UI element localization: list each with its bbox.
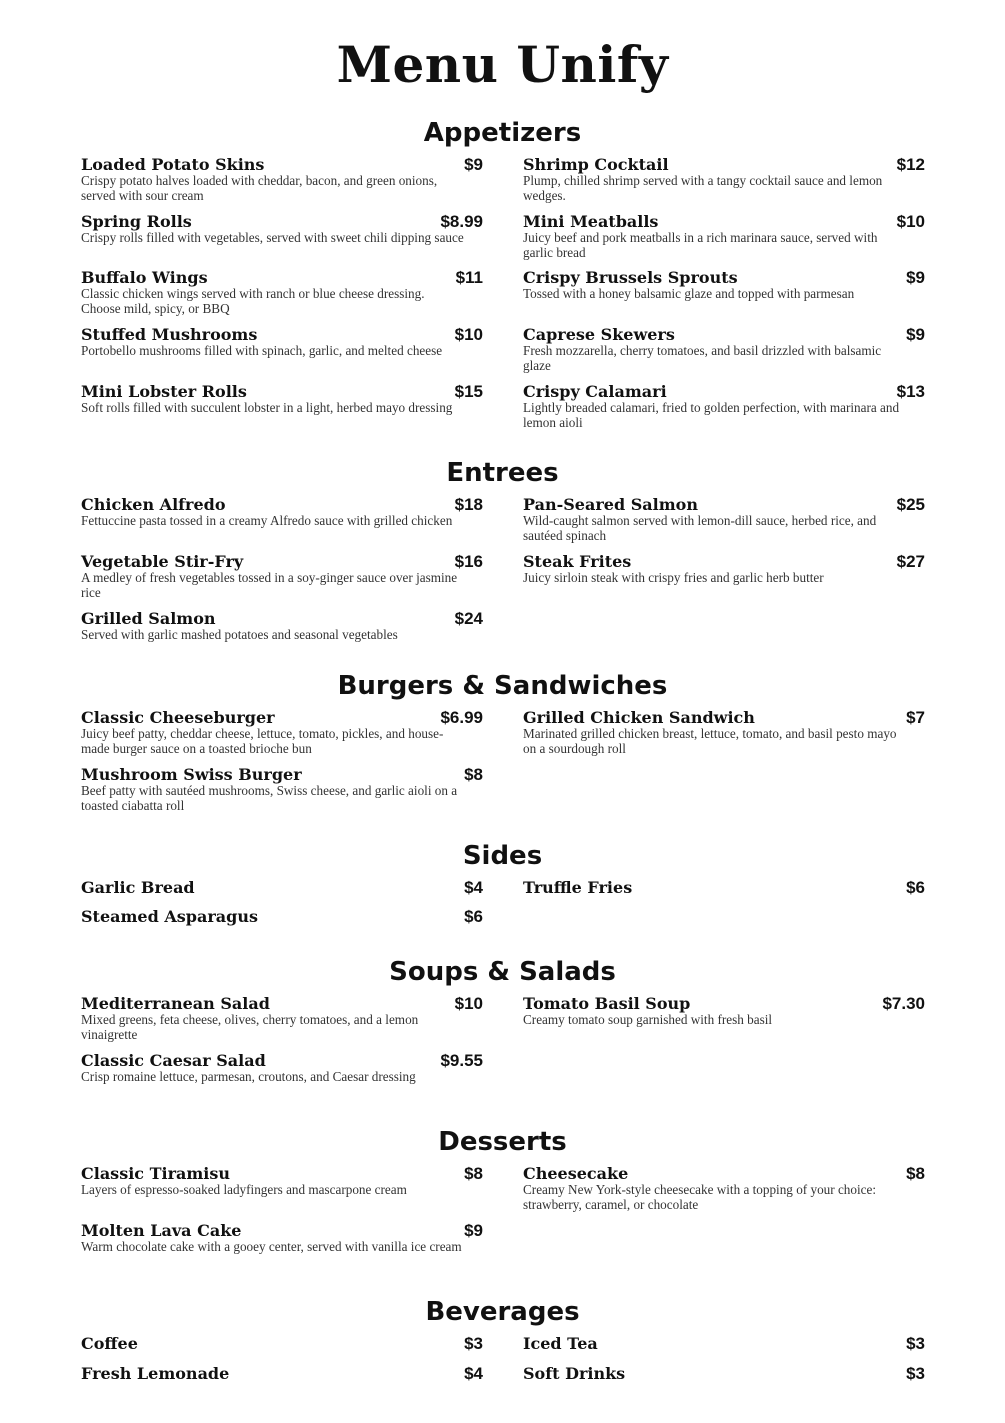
menu-item bbox=[523, 708, 925, 756]
menu-item-header bbox=[81, 1334, 483, 1354]
menu-item bbox=[81, 325, 483, 359]
menu-item-header bbox=[81, 708, 483, 728]
menu-item-header bbox=[81, 994, 483, 1014]
section-title: Beverages bbox=[425, 1297, 580, 1327]
menu-item-price: $9 bbox=[464, 1221, 483, 1240]
menu-item-header bbox=[81, 382, 483, 402]
menu-item-header bbox=[523, 1364, 925, 1384]
menu-item-price: $10 bbox=[454, 994, 483, 1013]
menu-item-description: Crisp romaine lettuce, parmesan, croutons, and Caesar dressing bbox=[81, 1069, 416, 1084]
menu-item-name: Grilled Chicken Sandwich bbox=[523, 708, 755, 727]
menu-item bbox=[81, 212, 483, 246]
menu-item-description: Beef patty with sautéed mushrooms, Swiss cheese, and garlic aioli on a toasted ciabatta roll bbox=[81, 783, 458, 813]
menu-item-price: $10 bbox=[454, 325, 483, 344]
menu-item-header bbox=[81, 907, 483, 927]
menu-item-description: Classic chicken wings served with ranch or blue cheese dressing. Choose mild, spicy, or BBQ bbox=[81, 286, 425, 316]
section-title: Burgers & Sandwiches bbox=[337, 671, 668, 701]
menu-item-header bbox=[523, 552, 925, 572]
menu-item-name: Mini Lobster Rolls bbox=[81, 382, 247, 401]
menu-item-description: Served with garlic mashed potatoes and seasonal vegetables bbox=[81, 627, 398, 642]
menu-item bbox=[523, 1364, 925, 1384]
menu-item-price: $24 bbox=[454, 609, 483, 628]
menu-item-price: $25 bbox=[896, 495, 925, 514]
menu-item-name: Mini Meatballs bbox=[523, 212, 659, 231]
menu-item-header bbox=[523, 325, 925, 345]
menu-item-price: $8 bbox=[906, 1164, 925, 1183]
menu-section-beverages bbox=[0, 1296, 1005, 1383]
menu-item-description: A medley of fresh vegetables tossed in a soy-ginger sauce over jasmine rice bbox=[81, 570, 458, 600]
section-title: Soups & Salads bbox=[389, 957, 616, 987]
menu-item-name: Truffle Fries bbox=[523, 878, 633, 897]
menu-section-burgers bbox=[0, 670, 1005, 813]
menu-item-price: $7.30 bbox=[882, 994, 925, 1013]
menu-item bbox=[523, 155, 925, 203]
menu-item-header bbox=[523, 212, 925, 232]
menu-item-name: Mediterranean Salad bbox=[81, 994, 270, 1013]
menu-title: Menu Unify bbox=[336, 35, 669, 94]
menu-item-price: $16 bbox=[454, 552, 483, 571]
menu-item-price: $9.55 bbox=[440, 1051, 483, 1070]
menu-item-description: Mixed greens, feta cheese, olives, cherry tomatoes, and a lemon vinaigrette bbox=[81, 1012, 419, 1042]
menu-item-header bbox=[523, 878, 925, 898]
menu-item bbox=[81, 765, 483, 813]
menu-section-entrees bbox=[0, 457, 1005, 642]
menu-item-name: Crispy Calamari bbox=[523, 382, 667, 401]
menu-item-header bbox=[81, 1221, 483, 1241]
menu-item-description: Fettuccine pasta tossed in a creamy Alfredo sauce with grilled chicken bbox=[81, 513, 453, 528]
menu-item-name: Stuffed Mushrooms bbox=[81, 325, 258, 344]
menu-item-name: Chicken Alfredo bbox=[81, 495, 226, 514]
menu-item-price: $3 bbox=[464, 1334, 483, 1353]
menu-item-description: Layers of espresso-soaked ladyfingers and mascarpone cream bbox=[81, 1182, 407, 1197]
menu-item-name: Cheesecake bbox=[523, 1164, 629, 1183]
menu-item-description: Juicy sirloin steak with crispy fries and garlic herb butter bbox=[523, 570, 824, 585]
menu-item bbox=[523, 878, 925, 898]
menu-item-price: $8.99 bbox=[440, 212, 483, 231]
menu-item-name: Steamed Asparagus bbox=[81, 907, 258, 926]
menu-item bbox=[523, 382, 925, 430]
menu-item-price: $27 bbox=[896, 552, 925, 571]
menu-item-description: Wild-caught salmon served with lemon-dill sauce, herbed rice, and sautéed spinach bbox=[523, 513, 877, 543]
menu-item-header bbox=[81, 325, 483, 345]
menu-item bbox=[523, 552, 925, 586]
menu-item bbox=[81, 609, 483, 643]
menu-item-price: $4 bbox=[464, 878, 483, 897]
menu-item-price: $3 bbox=[906, 1364, 925, 1383]
menu-item-header bbox=[81, 878, 483, 898]
menu-item-name: Caprese Skewers bbox=[523, 325, 675, 344]
menu-item-name: Molten Lava Cake bbox=[81, 1221, 242, 1240]
menu-item bbox=[523, 325, 925, 373]
menu-item-name: Iced Tea bbox=[523, 1334, 598, 1353]
menu-item-name: Grilled Salmon bbox=[81, 609, 216, 628]
menu-item-name: Spring Rolls bbox=[81, 212, 192, 231]
menu-item-header bbox=[81, 609, 483, 629]
menu-item bbox=[81, 1221, 483, 1255]
menu-item-price: $9 bbox=[906, 325, 925, 344]
menu-item-price: $12 bbox=[896, 155, 925, 174]
menu-item-header bbox=[81, 268, 483, 288]
menu-item-price: $4 bbox=[464, 1364, 483, 1383]
section-title: Entrees bbox=[446, 458, 559, 488]
menu-item-name: Classic Caesar Salad bbox=[81, 1051, 266, 1070]
section-title: Sides bbox=[462, 841, 543, 871]
menu-item-name: Steak Frites bbox=[523, 552, 632, 571]
menu-item-description: Tossed with a honey balsamic glaze and topped with parmesan bbox=[523, 286, 855, 301]
menu-item bbox=[81, 155, 483, 203]
menu-item-price: $9 bbox=[906, 268, 925, 287]
menu-item-price: $13 bbox=[896, 382, 925, 401]
menu-item-description: Lightly breaded calamari, fried to golden perfection, with marinara and lemon aioli bbox=[523, 400, 900, 430]
menu-item-price: $6 bbox=[906, 878, 925, 897]
menu-item-price: $6.99 bbox=[440, 708, 483, 727]
menu-item-description: Soft rolls filled with succulent lobster in a light, herbed mayo dressing bbox=[81, 400, 453, 415]
menu-item-description: Portobello mushrooms filled with spinach, garlic, and melted cheese bbox=[81, 343, 443, 358]
menu-item-header bbox=[81, 155, 483, 175]
menu-item bbox=[81, 1364, 483, 1384]
menu-item-header bbox=[523, 708, 925, 728]
menu-item-name: Soft Drinks bbox=[523, 1364, 626, 1383]
menu-section-appetizers bbox=[0, 117, 1005, 430]
menu-item-header bbox=[523, 268, 925, 288]
menu-item bbox=[81, 1164, 483, 1198]
menu-item bbox=[523, 268, 925, 302]
menu-item-price: $7 bbox=[906, 708, 925, 727]
menu-item-name: Shrimp Cocktail bbox=[523, 155, 669, 174]
menu-item-name: Tomato Basil Soup bbox=[523, 994, 691, 1013]
menu-item bbox=[81, 268, 483, 316]
menu-item-description: Fresh mozzarella, cherry tomatoes, and basil drizzled with balsamic glaze bbox=[523, 343, 882, 373]
menu-item bbox=[81, 495, 483, 529]
menu-item-description: Warm chocolate cake with a gooey center, served with vanilla ice cream bbox=[81, 1239, 462, 1254]
menu-item bbox=[81, 994, 483, 1042]
menu-item-name: Mushroom Swiss Burger bbox=[81, 765, 302, 784]
section-title: Appetizers bbox=[423, 118, 582, 148]
menu-item-header bbox=[523, 994, 925, 1014]
menu-item bbox=[81, 552, 483, 600]
menu-item-description: Juicy beef patty, cheddar cheese, lettuce, tomato, pickles, and house-made burger sauce on a toasted brioche bun bbox=[81, 726, 444, 756]
menu-item-name: Buffalo Wings bbox=[81, 268, 208, 287]
menu-item-header bbox=[523, 155, 925, 175]
menu-item-header bbox=[81, 1164, 483, 1184]
menu-item-header bbox=[81, 765, 483, 785]
menu-item-description: Creamy New York-style cheesecake with a topping of your choice: strawberry, caramel, or chocolate bbox=[523, 1182, 877, 1212]
menu-item-header bbox=[81, 495, 483, 515]
menu-item-header bbox=[523, 495, 925, 515]
menu-item-price: $8 bbox=[464, 1164, 483, 1183]
menu-item bbox=[523, 994, 925, 1028]
menu-item bbox=[523, 212, 925, 260]
menu-item-name: Fresh Lemonade bbox=[81, 1364, 230, 1383]
menu-item-name: Crispy Brussels Sprouts bbox=[523, 268, 738, 287]
menu-item-name: Classic Cheeseburger bbox=[81, 708, 275, 727]
menu-item-name: Loaded Potato Skins bbox=[81, 155, 265, 174]
menu-item bbox=[523, 1334, 925, 1354]
menu-item bbox=[81, 382, 483, 416]
menu-item-header bbox=[81, 1051, 483, 1071]
menu-item bbox=[81, 1334, 483, 1354]
menu-section-desserts bbox=[0, 1126, 1005, 1254]
menu-item bbox=[81, 907, 483, 927]
menu-item bbox=[81, 878, 483, 898]
menu-item-price: $15 bbox=[454, 382, 483, 401]
menu-item-price: $3 bbox=[906, 1334, 925, 1353]
menu-item-description: Crispy rolls filled with vegetables, served with sweet chili dipping sauce bbox=[81, 230, 464, 245]
menu-item bbox=[523, 1164, 925, 1212]
menu-item-price: $6 bbox=[464, 907, 483, 926]
menu-item-name: Pan-Seared Salmon bbox=[523, 495, 698, 514]
menu-item-price: $9 bbox=[464, 155, 483, 174]
menu-item-name: Garlic Bread bbox=[81, 878, 195, 897]
menu-item-header bbox=[81, 212, 483, 232]
menu-item-header bbox=[523, 382, 925, 402]
menu-item-price: $10 bbox=[896, 212, 925, 231]
menu-item bbox=[523, 495, 925, 543]
menu-item-description: Creamy tomato soup garnished with fresh basil bbox=[523, 1012, 773, 1027]
menu-item bbox=[81, 708, 483, 756]
menu-item-description: Marinated grilled chicken breast, lettuce, tomato, and basil pesto mayo on a sourdough roll bbox=[523, 726, 897, 756]
menu-item-price: $18 bbox=[454, 495, 483, 514]
menu-item-description: Crispy potato halves loaded with cheddar, bacon, and green onions, served with sour cream bbox=[81, 173, 438, 203]
menu-item-header bbox=[81, 1364, 483, 1384]
menu-item-name: Classic Tiramisu bbox=[81, 1164, 231, 1183]
menu-item-name: Vegetable Stir-Fry bbox=[81, 552, 244, 571]
menu-item-price: $8 bbox=[464, 765, 483, 784]
menu-item-header bbox=[523, 1334, 925, 1354]
menu-section-sides bbox=[0, 840, 1005, 926]
menu-item-description: Plump, chilled shrimp served with a tangy cocktail sauce and lemon wedges. bbox=[523, 173, 883, 203]
menu-item-name: Coffee bbox=[81, 1334, 138, 1353]
menu-section-soups bbox=[0, 956, 1005, 1084]
menu-item-description: Juicy beef and pork meatballs in a rich marinara sauce, served with garlic bread bbox=[523, 230, 878, 260]
menu-item-header bbox=[81, 552, 483, 572]
section-title: Desserts bbox=[438, 1127, 567, 1157]
menu-item-header bbox=[523, 1164, 925, 1184]
menu-item bbox=[81, 1051, 483, 1085]
menu-item-price: $11 bbox=[455, 268, 483, 287]
